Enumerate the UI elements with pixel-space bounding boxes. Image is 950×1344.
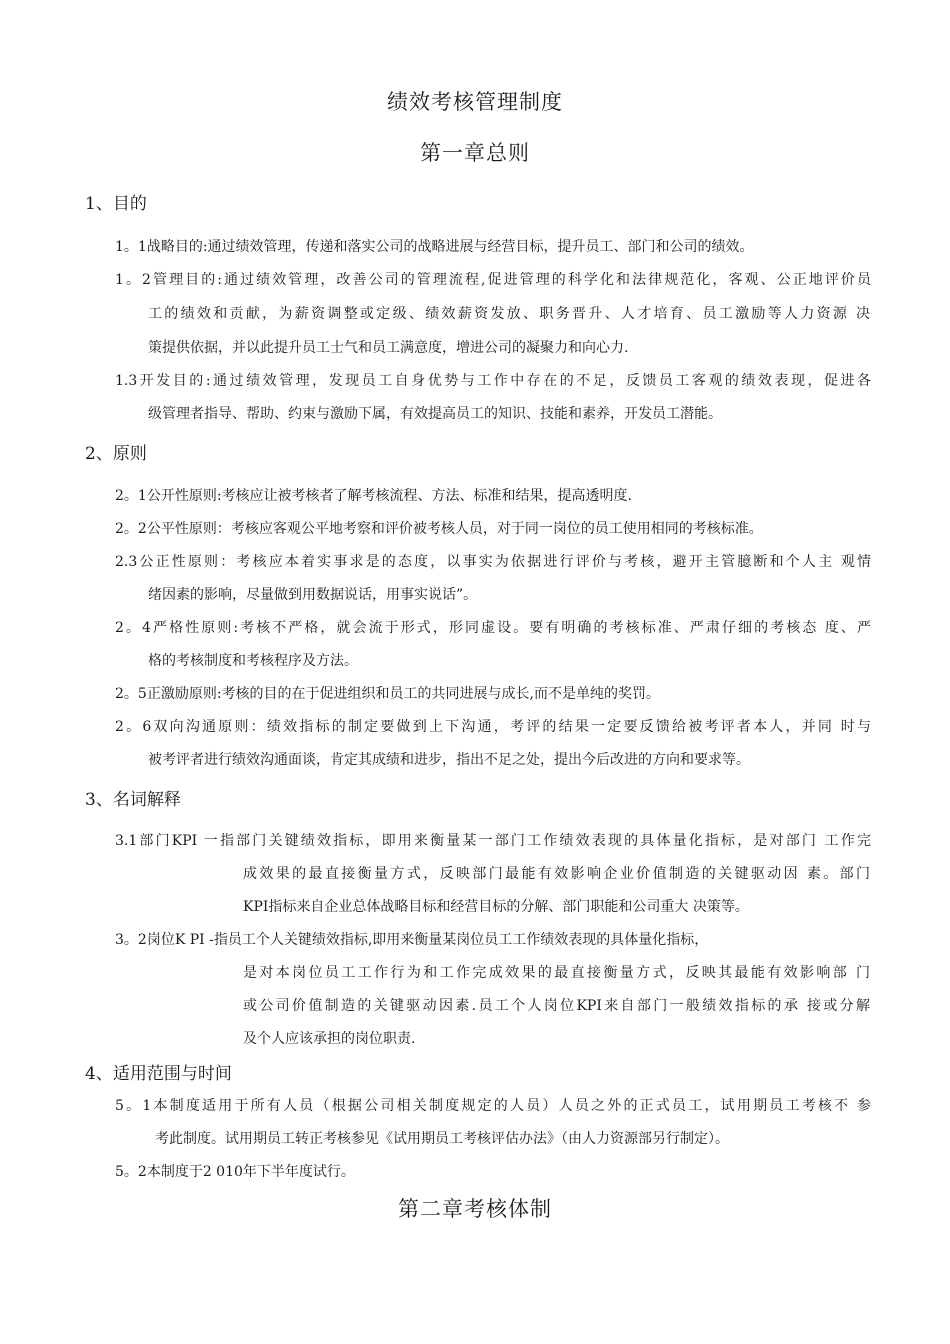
paragraph-line: 成效果的最直接衡量方式，反映部门最能有效影响企业价值制造的关键驱动因 素。部门 — [243, 866, 870, 882]
section-heading-definitions: 3、名词解释 — [85, 790, 181, 810]
paragraph-line: 是对本岗位员工工作行为和工作完成效果的最直接衡量方式，反映其最能有效影响部 门 — [243, 965, 870, 981]
paragraph-line: 2。4严格性原则:考核不严格，就会流于形式，形同虚设。要有明确的考核标准、严肃仔细的考核态 度、严 — [115, 620, 871, 636]
paragraph-line: 2。1公开性原则:考核应让被考核者了解考核流程、方法、标准和结果，提高透明度. — [115, 488, 632, 504]
paragraph-line: 2.3公正性原则：考核应本着实事求是的态度，以事实为依据进行评价与考核，避开主管臆断和个人主 观情 — [115, 554, 871, 570]
paragraph-line: 5。2本制度于2 010年下半年度试行。 — [115, 1164, 355, 1180]
paragraph-line: 2。2公平性原则：考核应客观公平地考察和评价被考核人员，对于同一岗位的员工使用相同的考核标准。 — [115, 521, 763, 537]
paragraph-line: KPI指标来自企业总体战略目标和经营目标的分解、部门职能和公司重大 决策等。 — [243, 899, 749, 915]
document-title: 绩效考核管理制度 — [387, 90, 563, 114]
paragraph-line: 3.1部门KPI 一指部门关键绩效指标，即用来衡量某一部门工作绩效表现的具体量化指标，是对部门 工作完 — [115, 833, 871, 849]
section-heading-principles: 2、原则 — [85, 444, 147, 464]
paragraph-line: 2。5正激励原则:考核的目的在于促进组织和员工的共同进展与成长,而不是单纯的奖罚。 — [115, 686, 660, 702]
paragraph-line: 或公司价值制造的关键驱动因素.员工个人岗位KPI来自部门一般绩效指标的承 接或分解 — [243, 998, 870, 1014]
paragraph-line: 1。1战略目的:通过绩效管理，传递和落实公司的战略进展与经营目标，提升员工、部门和公司的绩效。 — [115, 239, 754, 255]
paragraph-line: 格的考核制度和考核程序及方法。 — [148, 653, 358, 669]
chapter-heading-1: 第一章总则 — [420, 141, 530, 165]
paragraph-line: 被考评者进行绩效沟通面谈，肯定其成绩和进步，指出不足之处，提出今后改进的方向和要求等。 — [148, 752, 750, 768]
paragraph-line: 及个人应该承担的岗位职责. — [243, 1031, 416, 1047]
paragraph-line: 2。6双向沟通原则：绩效指标的制定要做到上下沟通，考评的结果一定要反馈给被考评者本人，并同 时与 — [115, 719, 871, 735]
section-heading-purpose: 1、目的 — [85, 194, 147, 214]
paragraph-line: 1.3开发目的:通过绩效管理，发现员工自身优势与工作中存在的不足，反馈员工客观的绩效表现，促进各 — [115, 373, 871, 389]
section-heading-scope: 4、适用范围与时间 — [85, 1064, 232, 1084]
paragraph-line: 绪因素的影响，尽量做到用数据说话，用事实说话”。 — [148, 587, 478, 603]
chapter-heading-2: 第二章考核体制 — [398, 1197, 552, 1221]
paragraph-line: 3。2岗位K PI -指员工个人关键绩效指标,即用来衡量某岗位员工工作绩效表现的具体量化指标， — [115, 932, 709, 948]
paragraph-line: 5。1本制度适用于所有人员（根据公司相关制度规定的人员）人员之外的正式员工，试用期员工考核不 参 — [115, 1098, 871, 1114]
paragraph-line: 1。2管理目的:通过绩效管理，改善公司的管理流程,促进管理的科学化和法律规范化，客观、公正地评价员 — [115, 272, 871, 288]
paragraph-line: 考此制度。试用期员工转正考核参见《试用期员工考核评估办法》（由人力资源部另行制定）。 — [155, 1131, 729, 1147]
paragraph-line: 工的绩效和贡献，为薪资调整或定级、绩效薪资发放、职务晋升、人才培育、员工激励等人力资源 决 — [148, 306, 870, 322]
paragraph-line: 级管理者指导、帮助、约束与激励下属，有效提高员工的知识、技能和素养，开发员工潜能。 — [148, 406, 722, 422]
paragraph-line: 策提供依据，并以此提升员工士气和员工满意度，增进公司的凝聚力和向心力. — [148, 340, 629, 356]
